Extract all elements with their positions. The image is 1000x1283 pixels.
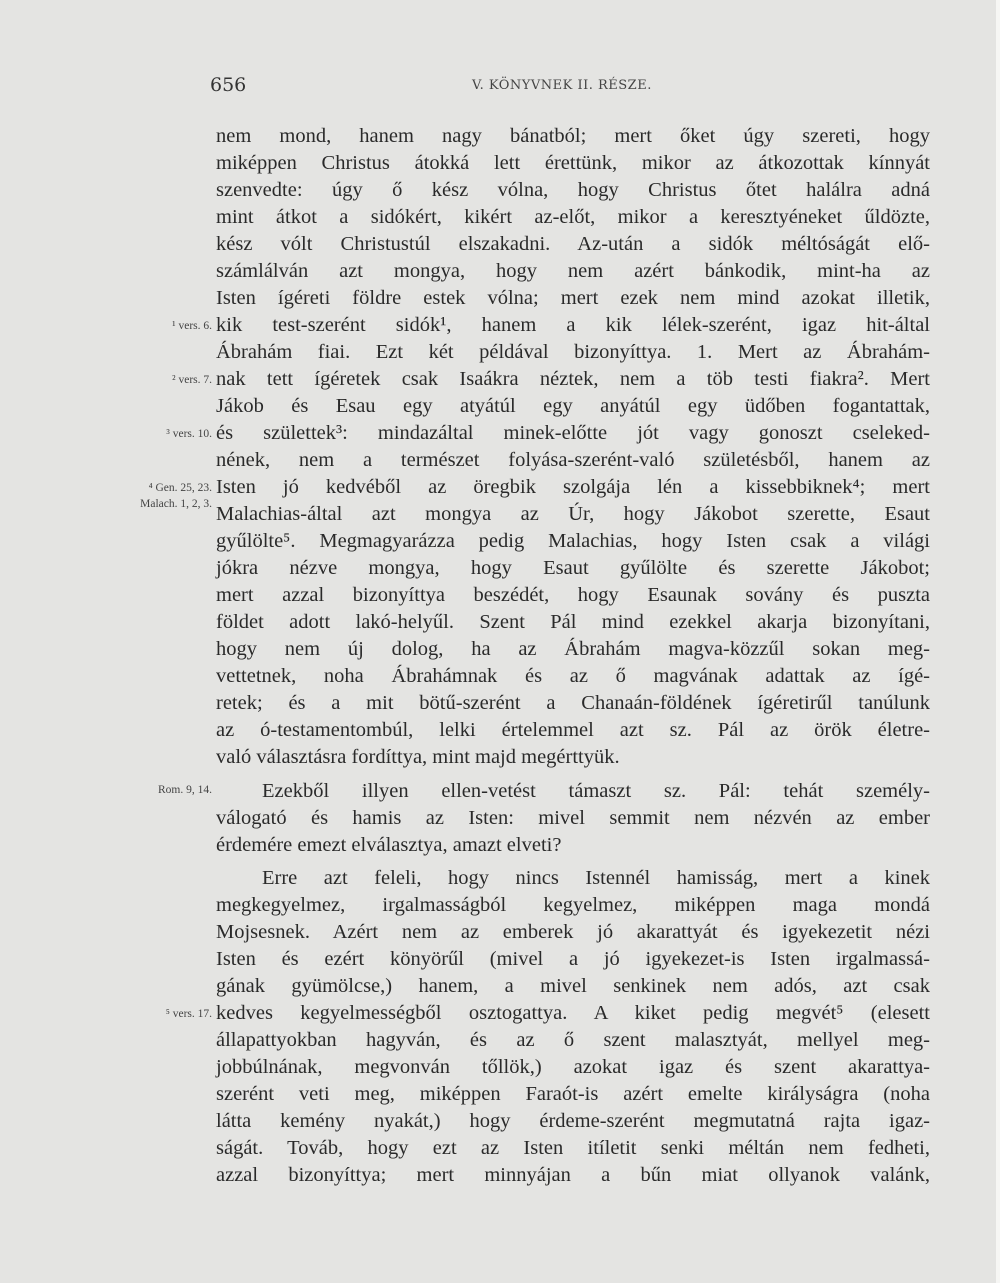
text-line: földet adott lakó-helyűl. Szent Pál mind ezekkel akarja bizonyítani,	[216, 611, 930, 633]
text-line: jókra nézve mongya, hogy Esaut gyűlölte és szerette Jákobot;	[216, 557, 930, 579]
margin-note: ³ vers. 10.	[166, 428, 212, 440]
text-line: Isten jó kedvéből az öregbik szolgája lén a kissebbiknek⁴; mert	[216, 476, 930, 498]
text-line: látta kemény nyakát,) hogy érdeme-szerént megmutatná rajta igaz-	[216, 1110, 930, 1132]
text-line: retek; és a mit bötű-szerént a Chanaán-földének ígéretirűl tanúlunk	[216, 692, 930, 714]
page-edge	[996, 0, 1000, 1283]
margin-note: ¹ vers. 6.	[172, 320, 212, 332]
text-line: vettetnek, noha Ábrahámnak és az ő magvának adattak az ígé-	[216, 665, 930, 687]
text-line: Erre azt feleli, hogy nincs Istennél hamisság, mert a kinek	[262, 867, 930, 889]
text-line: Jákob és Esau egy atyátúl egy anyátúl egy üdőben fogantattak,	[216, 395, 930, 417]
text-line: ságát. Továb, hogy ezt az Isten itíletit senki méltán nem fedheti,	[216, 1137, 930, 1159]
text-line: Ábrahám fiai. Ezt két példával bizonyíttya. 1. Mert az Ábrahám-	[216, 341, 930, 363]
text-line: számlálván azt mongya, hogy nem azért bánkodik, mint-ha az	[216, 260, 930, 282]
text-line: válogató és hamis az Isten: mivel semmit nem nézvén az ember	[216, 807, 930, 829]
margin-note: ⁴ Gen. 25, 23.	[148, 482, 212, 494]
text-line: azzal bizonyíttya; mert minnyájan a bűn miat ollyanok valánk,	[216, 1164, 930, 1186]
text-line: megkegyelmez, irgalmasságból kegyelmez, miképpen maga mondá	[216, 894, 930, 916]
text-line: érdemére emezt elválasztya, amazt elveti?	[216, 834, 562, 856]
page-number: 656	[210, 74, 247, 96]
margin-note: Rom. 9, 14.	[158, 784, 212, 796]
text-line: az ó-testamentombúl, lelki értelemmel azt sz. Pál az örök életre-	[216, 719, 930, 741]
text-line: kész vólt Christustúl elszakadni. Az-után a sidók méltóságát elő-	[216, 233, 930, 255]
running-title: V. KÖNYVNEK II. RÉSZE.	[472, 78, 652, 93]
text-line: szerént veti meg, miképpen Faraót-is azért emelte királyságra (noha	[216, 1083, 930, 1105]
text-line: hogy nem új dolog, ha az Ábrahám magva-közzűl sokan meg-	[216, 638, 930, 660]
text-line: Isten ígéreti földre estek vólna; mert ezek nem mind azokat illetik,	[216, 287, 930, 309]
text-line: gyűlölte⁵. Megmagyarázza pedig Malachias, hogy Isten csak a világi	[216, 530, 930, 552]
margin-note: ⁵ vers. 17.	[165, 1008, 212, 1020]
text-line: Malachias-által azt mongya az Úr, hogy Jákobot szerette, Esaut	[216, 503, 930, 525]
text-line: jobbúlnának, megvonván tőllök,) azokat igaz és szent akarattya-	[216, 1056, 930, 1078]
margin-note: ² vers. 7.	[172, 374, 212, 386]
text-line: való választásra fordíttya, mint majd megérttyük.	[216, 746, 620, 768]
text-line: Ezekből illyen ellen-vetést támaszt sz. Pál: tehát személy-	[262, 780, 930, 802]
text-line: nem mond, hanem nagy bánatból; mert őket úgy szereti, hogy	[216, 125, 930, 147]
text-line: és születtek³: mindazáltal minek-előtte jót vagy gonoszt cseleked-	[216, 422, 930, 444]
text-line: kik test-szerént sidók¹, hanem a kik lélek-szerént, igaz hit-által	[216, 314, 930, 336]
text-line: szenvedte: úgy ő kész vólna, hogy Christus őtet halálra adná	[216, 179, 930, 201]
text-line: Mojsesnek. Azért nem az emberek jó akarattyát és igyekezetit nézi	[216, 921, 930, 943]
text-line: állapattyokban hagyván, és az ő szent malasztyát, mellyel meg-	[216, 1029, 930, 1051]
text-line: nének, nem a természet folyása-szerént-való születésből, hanem az	[216, 449, 930, 471]
text-line: miképpen Christus átokká lett érettünk, mikor az átkozottak kínnyát	[216, 152, 930, 174]
text-line: gának gyümölcse,) hanem, a mivel senkinek nem adós, azt csak	[216, 975, 930, 997]
text-line: Isten és ezért könyörűl (mivel a jó igyekezet-is Isten irgalmassá-	[216, 948, 930, 970]
text-line: nak tett ígéretek csak Isaákra néztek, nem a töb testi fiakra². Mert	[216, 368, 930, 390]
text-line: mert azzal bizonyíttya beszédét, hogy Esaunak sovány és puszta	[216, 584, 930, 606]
margin-note: Malach. 1, 2, 3.	[140, 498, 212, 510]
text-line: kedves kegyelmességből osztogattya. A kiket pedig megvét⁵ (elesett	[216, 1002, 930, 1024]
text-line: mint átkot a sidókért, kikért az-előt, mikor a keresztyéneket űldözte,	[216, 206, 930, 228]
